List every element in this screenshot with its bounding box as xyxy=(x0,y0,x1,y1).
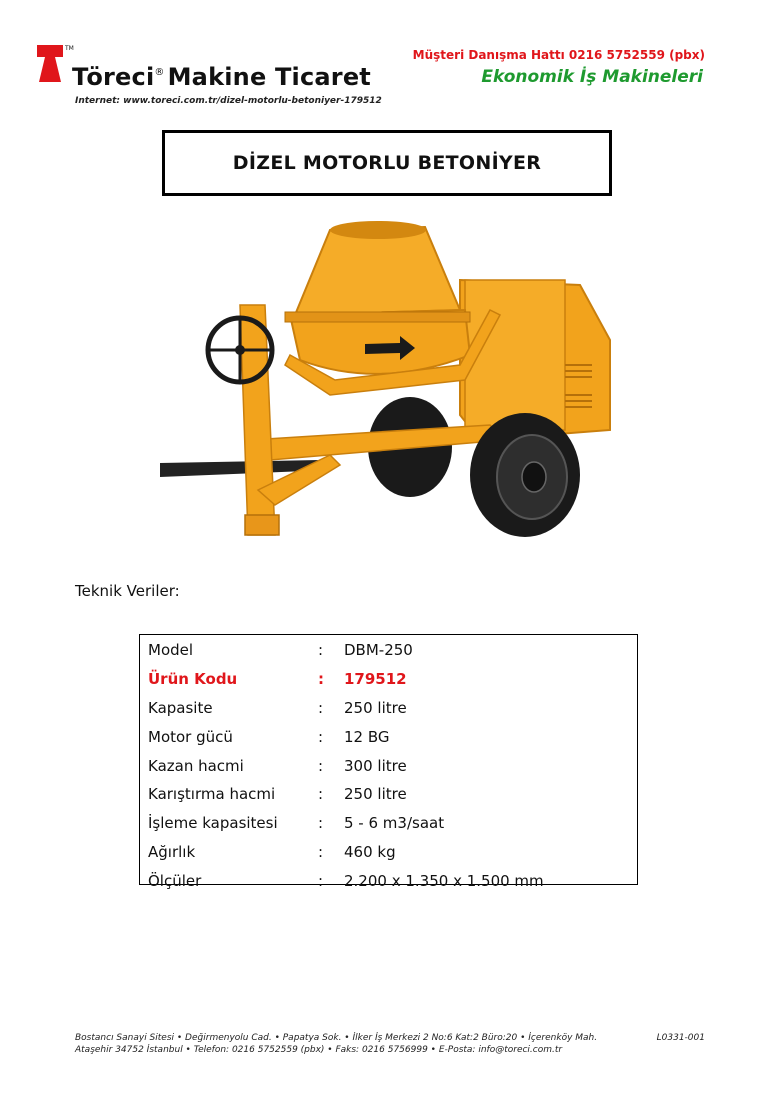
spec-separator: : xyxy=(318,756,324,775)
spec-value: 460 kg xyxy=(344,842,396,861)
spec-row-dimensions xyxy=(140,866,637,895)
spec-separator: : xyxy=(318,641,324,660)
spec-key: Karıştırma hacmi xyxy=(148,785,276,804)
spec-table xyxy=(139,634,638,890)
spec-value: 179512 xyxy=(344,670,407,689)
spec-row-capacity xyxy=(140,694,637,723)
company-slogan: Ekonomik İş Makineleri xyxy=(481,67,703,87)
spec-row-processing-capacity xyxy=(140,809,637,838)
customer-hotline: Müşteri Danışma Hattı 0216 5752559 (pbx) xyxy=(412,48,705,62)
spec-key: Ölçüler xyxy=(148,871,202,890)
spec-separator: : xyxy=(318,842,324,861)
spec-value: 2.200 x 1.350 x 1.500 mm xyxy=(344,871,544,890)
spec-key: Ağırlık xyxy=(148,842,196,861)
spec-row-weight xyxy=(140,838,637,867)
spec-row-drum-volume xyxy=(140,751,637,780)
spec-value: 5 - 6 m3/saat xyxy=(344,814,445,833)
spec-value: 12 BG xyxy=(344,727,390,746)
spec-key: Kapasite xyxy=(148,698,213,717)
title-box xyxy=(162,130,612,196)
spec-value: DBM-250 xyxy=(344,641,413,660)
page-title: DİZEL MOTORLU BETONİYER xyxy=(232,152,542,174)
spec-key: İşleme kapasitesi xyxy=(148,814,278,833)
spec-separator: : xyxy=(318,871,324,890)
company-name xyxy=(72,63,371,91)
company-name-suffix: Makine Ticaret xyxy=(167,63,371,91)
spec-row-motor-power xyxy=(140,722,637,751)
spec-row-mixing-volume xyxy=(140,780,637,809)
spec-key: Motor gücü xyxy=(148,727,233,746)
spec-row-model xyxy=(140,636,637,665)
trademark-label: TM xyxy=(65,45,74,52)
spec-value: 250 litre xyxy=(344,698,407,717)
company-name-main: Töreci xyxy=(72,63,155,91)
spec-key: Model xyxy=(148,641,194,660)
footer xyxy=(75,1032,705,1056)
spec-separator: : xyxy=(318,670,324,689)
spec-separator: : xyxy=(318,698,324,717)
spec-value: 300 litre xyxy=(344,756,407,775)
footer-contact-line: Ataşehir 34752 İstanbul • Telefon: 0216 5752559 (pbx) • Faks: 0216 5756999 • E-Posta: info@toreci.com.tr xyxy=(75,1045,563,1055)
product-url[interactable]: Internet: www.toreci.com.tr/dizel-motorlu-betoniyer-179512 xyxy=(75,96,382,106)
spec-separator: : xyxy=(318,727,324,746)
spec-key: Kazan hacmi xyxy=(148,756,244,775)
spec-value: 250 litre xyxy=(344,785,407,804)
spec-key: Ürün Kodu xyxy=(148,670,238,689)
registered-mark: ® xyxy=(154,67,165,78)
spec-row-product-code xyxy=(140,665,637,694)
spec-separator: : xyxy=(318,785,324,804)
document-code: L0331-001 xyxy=(656,1033,705,1043)
footer-address-line: Bostancı Sanayi Sitesi • Değirmenyolu Cad. • Papatya Sok. • İlker İş Merkezi 2 No:6 Kat:2 Büro:20 • İçerenköy Mah. xyxy=(75,1033,598,1043)
concrete-mixer-image xyxy=(160,215,620,550)
technical-data-label: Teknik Veriler: xyxy=(75,582,180,600)
spec-separator: : xyxy=(318,814,324,833)
